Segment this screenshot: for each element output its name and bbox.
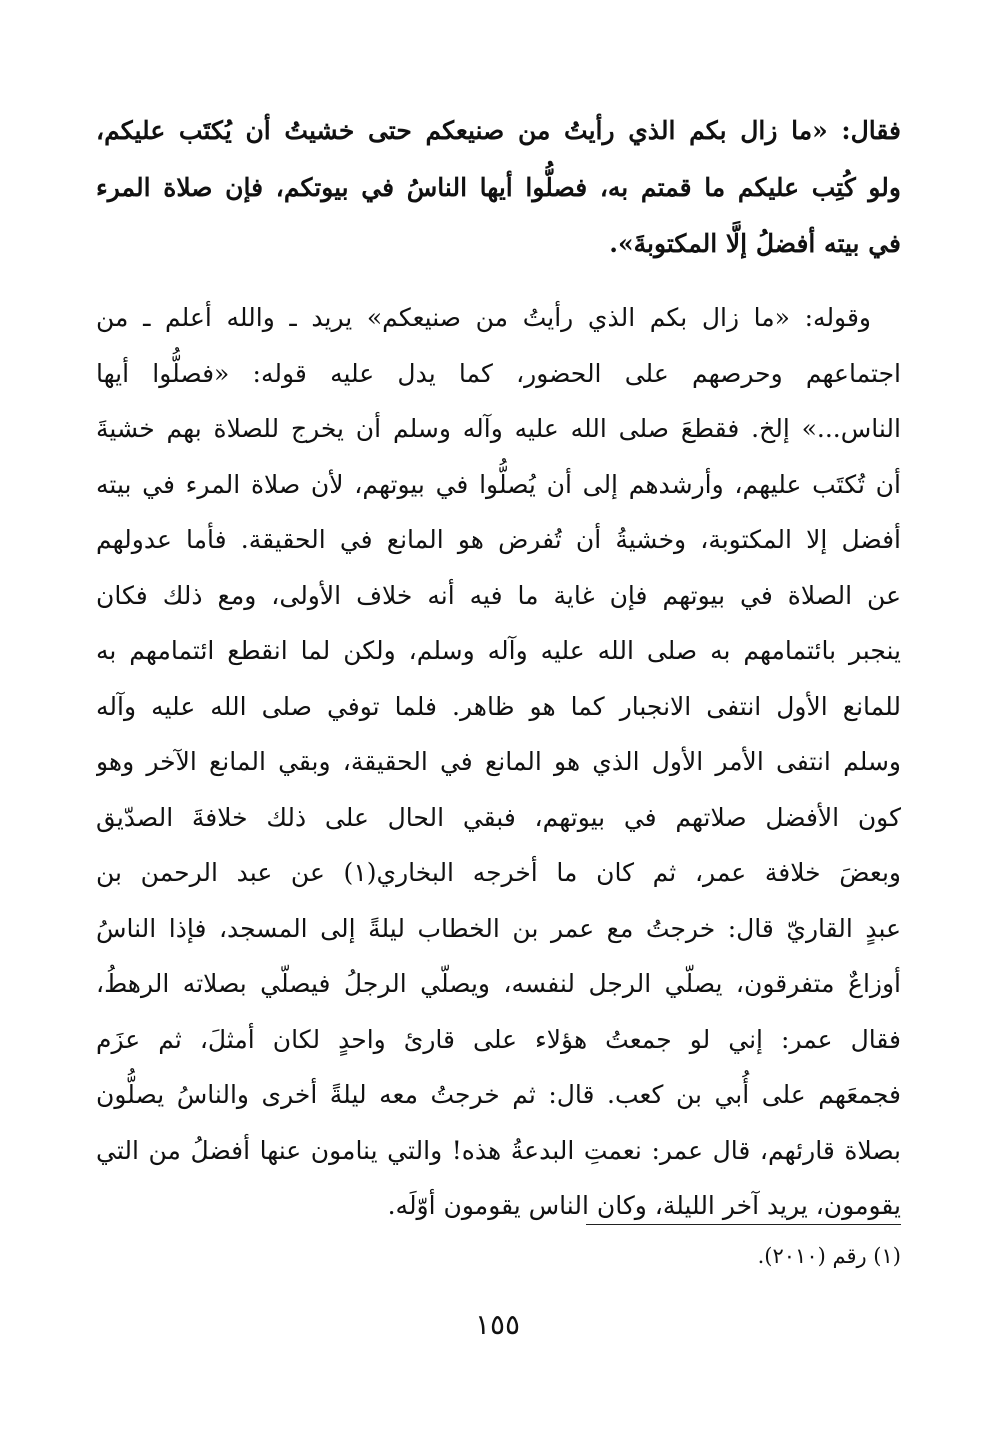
text-line: ينجبر بائتمامهم به صلى الله عليه وآله وسلم، ولكن لما انقطع ائتمامهم به <box>96 636 901 665</box>
text-line: فقال عمر: إني لو جمعتُ هؤلاء على قارئ واحدٍ لكان أمثلَ، ثم عزَم <box>96 1024 901 1054</box>
text-line: بصلاة قارئهم، قال عمر: نعمتِ البدعةُ هذه! والتي ينامون عنها أفضلُ من التي <box>96 1135 901 1165</box>
page-number: ١٥٥ <box>474 1308 521 1341</box>
text-line: يقومون، يريد آخر الليلة، وكان الناس يقومون أوّلَه. <box>387 1191 901 1220</box>
text-line: أوزاعٌ متفرقون، يصلّي الرجل لنفسه، ويصلّي الرجلُ فيصلّي بصلاته الرهطُ، <box>96 969 901 998</box>
text-line: أن تُكتَب عليهم، وأرشدهم إلى أن يُصلُّوا في بيوتهم، لأن صلاة المرء في بيته <box>96 469 901 499</box>
text-line: أفضل إلا المكتوبة، وخشيةُ أن تُفرض هو المانع في الحقيقة. فأما عدولهم <box>96 525 901 554</box>
text-line: فجمعَهم على أُبي بن كعب. قال: ثم خرجتُ معه ليلةً أخرى والناسُ يصلُّون <box>96 1080 901 1109</box>
text-line: كون الأفضل صلاتهم في بيوتهم، فبقي الحال على ذلك خلافةَ الصدّيق <box>96 802 901 832</box>
text-line: فقال: «ما زال بكم الذي رأيتُ من صنيعكم حتى خشيتُ أن يُكتَب عليكم، <box>96 116 901 145</box>
text-line: وقوله: «ما زال بكم الذي رأيتُ من صنيعكم» يريد ـ والله أعلم ـ من <box>96 303 871 332</box>
text-line: وسلم انتفى الأمر الأول الذي هو المانع في الحقيقة، وبقي المانع الآخر وهو <box>96 747 901 776</box>
text-line: الناس...» إلخ. فقطعَ صلى الله عليه وآله وسلم أن يخرج للصلاة بهم خشيةَ <box>96 414 901 443</box>
text-line: اجتماعهم وحرصهم على الحضور، كما يدل عليه قوله: «فصلُّوا أيها <box>96 358 901 388</box>
footnote-separator <box>586 1224 901 1225</box>
text-line: ولو كُتِب عليكم ما قمتم به، فصلُّوا أيها الناسُ في بيوتكم، فإن صلاة المرء <box>96 172 901 202</box>
text-line: في بيته أفضلُ إلَّا المكتوبةَ». <box>609 229 901 258</box>
text-line: عن الصلاة في بيوتهم فإن غاية ما فيه أنه خلاف الأولى، ومع ذلك فكان <box>96 580 901 610</box>
text-line: عبدٍ القاريّ قال: خرجتُ مع عمر بن الخطاب ليلةً إلى المسجد، فإذا الناسُ <box>96 913 901 943</box>
text-line: وبعضَ خلافة عمر، ثم كان ما أخرجه البخاري(١) عن عبد الرحمن بن <box>96 858 901 887</box>
footnote: (١) رقم (٢٠١٠). <box>757 1244 901 1268</box>
text-line: للمانع الأول انتفى الانجبار كما هو ظاهر. فلما توفي صلى الله عليه وآله <box>96 691 901 721</box>
